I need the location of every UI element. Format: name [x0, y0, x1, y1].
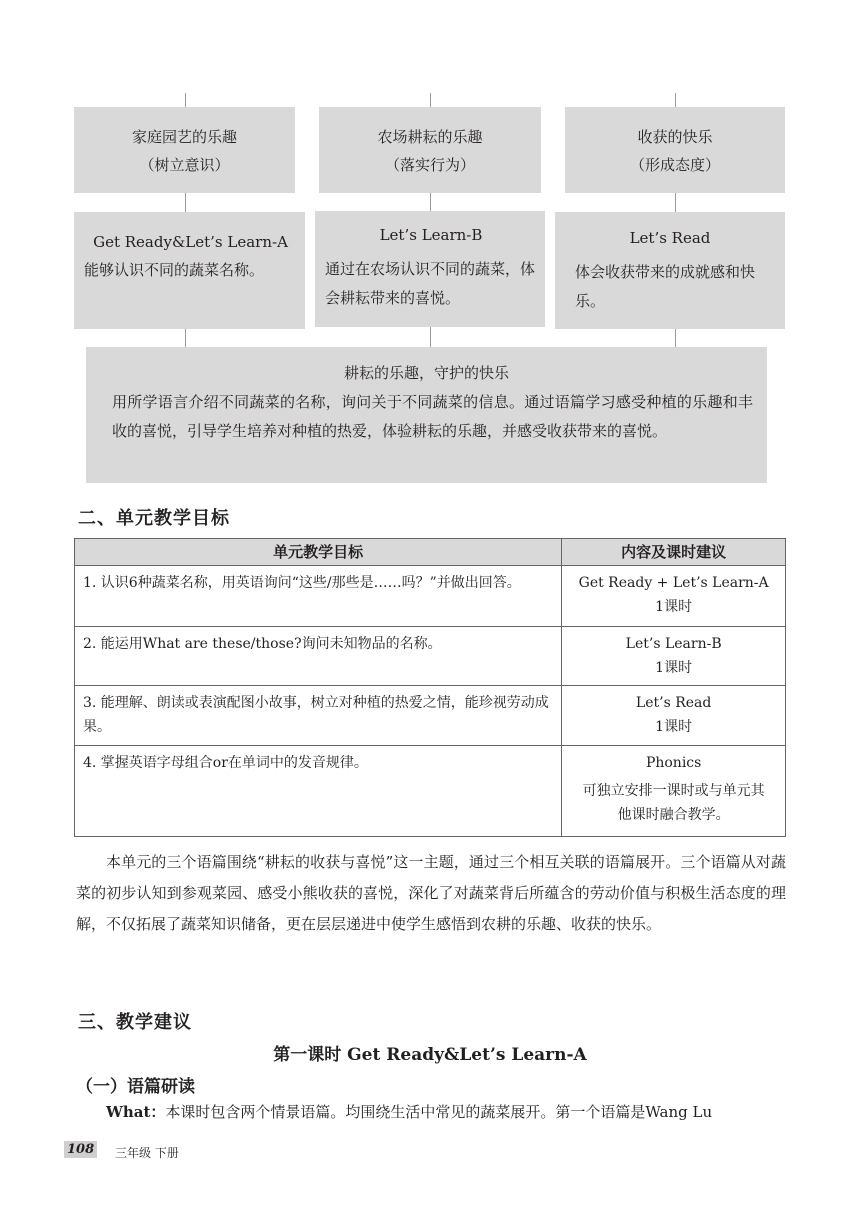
- section-heading: 三、教学建议: [78, 1012, 192, 1033]
- flow-box-subtitle: （落实行为）: [384, 156, 475, 174]
- table-row: [75, 566, 786, 627]
- flow-box-home-gardening: [74, 107, 295, 193]
- flow-box-title: 耕耘的乐趣，守护的快乐: [343, 364, 509, 382]
- table-row: [75, 746, 786, 837]
- flow-box-title: 农场耕耘的乐趣: [377, 128, 483, 146]
- content-lesson: Get Ready + Let’s Learn-A: [578, 575, 769, 591]
- content-cell: [562, 566, 786, 627]
- content-cell: [562, 686, 786, 746]
- goal-cell: 4. 掌握英语字母组合or在单词中的发音规律。: [75, 746, 562, 837]
- content-hours: 1课时: [655, 599, 693, 615]
- connector-line: [185, 329, 186, 347]
- table-header-goal: 单元教学目标: [75, 539, 562, 566]
- connector-line: [675, 193, 676, 212]
- flow-box-description: 用所学语言介绍不同蔬菜的名称，询问关于不同蔬菜的信息。通过语篇学习感受种植的乐趣和丰收的喜悦，引导学生培养对种植的热爱，体验耕耘的乐趣，并感受收获带来的喜悦。: [112, 393, 753, 440]
- what-label: What：: [106, 1103, 166, 1121]
- unit-summary-paragraph: 本单元的三个语篇围绕“耕耘的收获与喜悦”这一主题，通过三个相互关联的语篇展开。三个语篇从对蔬菜的初步认知到参观菜园、感受小熊收获的喜悦，深化了对蔬菜背后所蕴含的劳动价值与积极生活态度的理解，不仅拓展了蔬菜知识储备，更在层层递进中使学生感悟到农耕的乐趣、收获的快乐。: [76, 853, 786, 933]
- goal-cell: 1. 认识6种蔬菜名称，用英语询问“这些/那些是……吗？”并做出回答。: [75, 566, 562, 627]
- flow-box-harvest-joy: [565, 107, 785, 193]
- connector-line: [430, 93, 431, 107]
- table-row: [75, 686, 786, 746]
- unit-goals-table: [74, 538, 786, 837]
- flow-box-subtitle: （形成态度）: [629, 156, 720, 174]
- lesson-title: 第一课时 Get Ready&Let’s Learn-A: [273, 1045, 587, 1065]
- flow-box-description: 通过在农场认识不同的蔬菜，体会耕耘带来的喜悦。: [325, 260, 536, 307]
- content-lesson: Phonics: [645, 755, 702, 771]
- content-cell: [562, 627, 786, 686]
- table-header-content: 内容及课时建议: [562, 539, 786, 566]
- what-text: 本课时包含两个情景语篇。均围绕生活中常见的蔬菜展开。第一个语篇是Wang Lu: [165, 1103, 713, 1121]
- content-hours: 1课时: [655, 719, 693, 735]
- book-label: 三年级 下册: [115, 1146, 179, 1160]
- flow-box-lets-read: [555, 212, 785, 329]
- flow-box-title: Let’s Learn-B: [379, 226, 483, 244]
- flow-box-description: 体会收获带来的成就感和快乐。: [575, 263, 756, 310]
- page-number: 108: [64, 1141, 97, 1158]
- flow-box-lesson-b: [315, 211, 545, 327]
- flow-box-description: 能够认识不同的蔬菜名称。: [84, 261, 265, 279]
- connector-line: [185, 93, 186, 107]
- content-hours: 1课时: [655, 660, 693, 676]
- flow-box-subtitle: （树立意识）: [139, 156, 230, 174]
- table-row: [75, 627, 786, 686]
- connector-line: [675, 329, 676, 347]
- flow-box-title: 家庭园艺的乐趣: [131, 128, 237, 146]
- content-cell: [562, 746, 786, 837]
- flow-box-title: 收获的快乐: [637, 128, 713, 146]
- what-paragraph: [76, 1097, 786, 1128]
- table-header-row: [75, 539, 786, 566]
- flow-box-lesson-a: [74, 212, 305, 329]
- connector-line: [675, 93, 676, 107]
- section-heading: 二、单元教学目标: [78, 508, 230, 529]
- flow-box-farm-work: [319, 107, 541, 193]
- flow-box-title: Let’s Read: [629, 229, 711, 247]
- content-lesson: Let’s Learn-B: [625, 636, 722, 652]
- sub-heading: （一）语篇研读: [76, 1077, 195, 1097]
- goal-cell: 2. 能运用What are these/those?询问未知物品的名称。: [75, 627, 562, 686]
- goal-cell: 3. 能理解、朗读或表演配图小故事，树立对种植的热爱之情，能珍视劳动成果。: [75, 686, 562, 746]
- content-hours: 可独立安排一课时或与单元其他课时融合教学。: [582, 783, 765, 823]
- connector-line: [430, 327, 431, 347]
- flow-box-unit-theme: [86, 347, 767, 483]
- flow-box-title: Get Ready&Let’s Learn-A: [93, 233, 288, 251]
- connector-line: [185, 193, 186, 212]
- connector-line: [430, 193, 431, 211]
- content-lesson: Let’s Read: [635, 695, 712, 711]
